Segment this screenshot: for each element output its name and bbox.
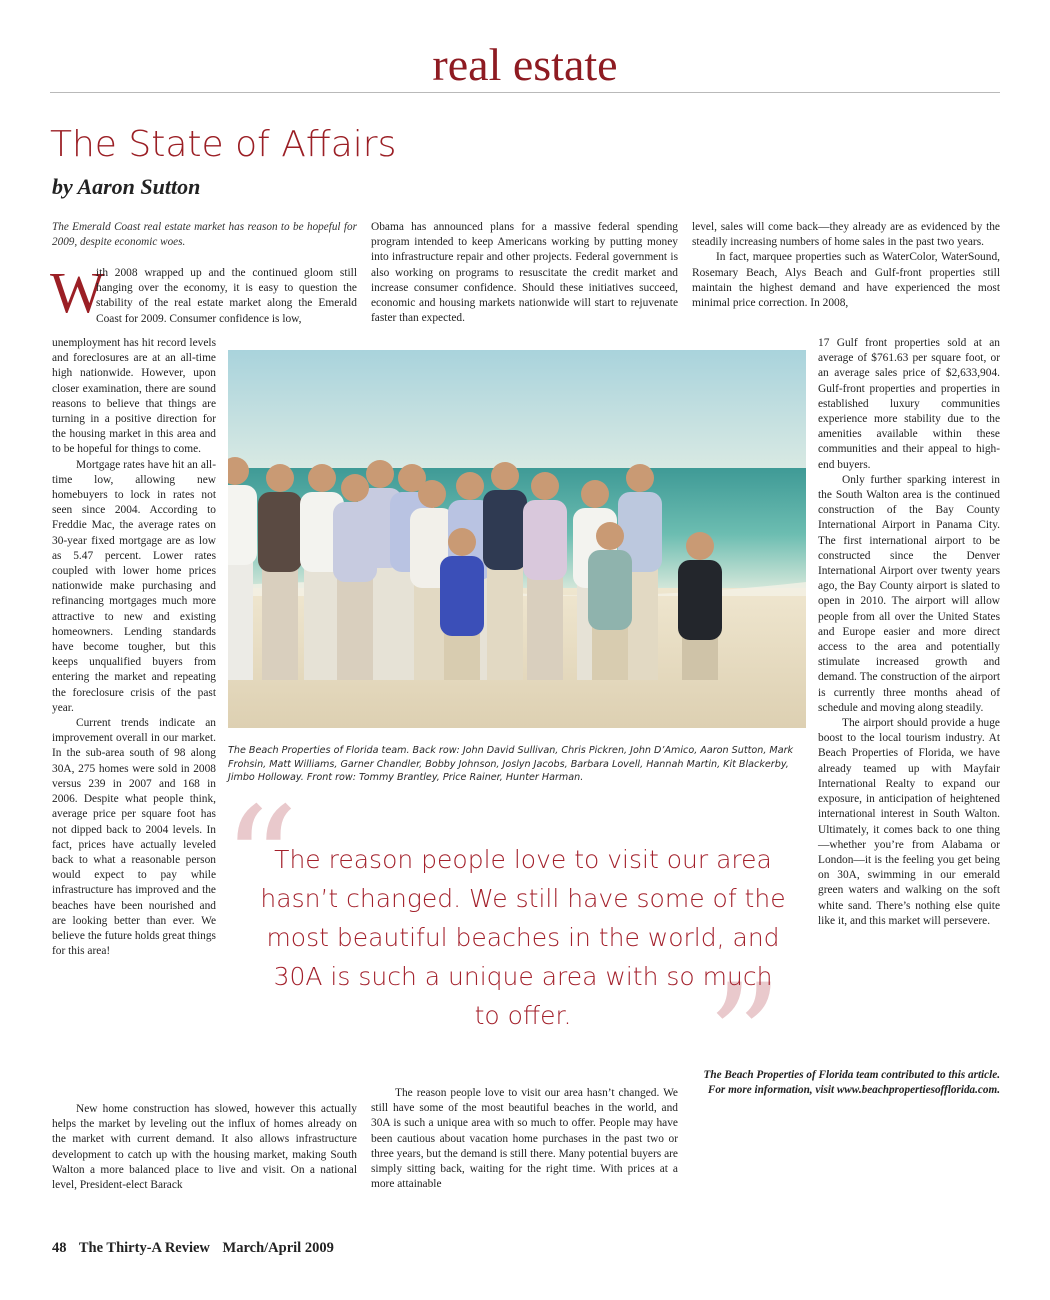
person-legs [527,575,563,680]
byline: by Aaron Sutton [52,174,201,199]
page-number: 48 [52,1240,67,1256]
drop-cap: W [50,260,105,325]
person-head [686,532,714,560]
paragraph: unemployment has hit record levels and foreclosures are at an all-time high nationwide. However, upon closer examination, there are sound reasons to believe that things are turning in a positive direction for the housing market in this area and to be hopeful for things to come. [52,337,216,456]
photo-caption: The Beach Properties of Florida team. Back row: John David Sullivan, Chris Pickren, John D’Amico, Aaron Sutton, Mark Frohsin, Matt Williams, Garner Chandler, Bobby Johnson, Joslyn Jacobs, Barbara Lovell, Hannah Martin, Kit Blackerby, Jimbo Holloway. Front row: Tommy Brantley, Price Rainer, Hunter Harman. [228,745,794,783]
paragraph: Current trends indicate an improvement overall in our market. In the sub-area south of 98 along 30A, 275 homes were sold in 2008 versus 239 in 2007 and 168 in 2006. Despite what people think, average price per square foot has not dipped back to 2004 levels. In fact, prices have actually leveled back to what a reasonable person would expect to pay while infrastructure has improved and the beaches have been nourished and are looking better than ever. We believe the future holds great things for this area! [52,717,216,958]
person-torso [258,492,302,572]
paragraph: New home construction has slowed, however this actually helps the market by leveling out the influx of homes already on the market with current demand. It also allows infrastructure development to catch up with the housing market, making South Walton a more balanced place to live and visit. On a national level, President-elect Barack [52,1103,357,1192]
person-torso [678,560,722,640]
person-torso [440,556,484,636]
person-legs [682,635,718,680]
person-torso [523,500,567,580]
team-photo [228,350,806,728]
person-head [308,464,336,492]
person-head [596,522,624,550]
person-legs [304,567,340,680]
article-credit: The Beach Properties of Florida team contributed to this article. For more information, visit www.beachpropertiesofflorida.com. [703,1069,1000,1096]
col2-bottom [371,1086,678,1192]
paragraph: level, sales will come back—they already are as evidenced by the steadily increasing numbers of home sales in the past two years. [692,221,1000,249]
paragraph: The airport should provide a huge boost to the local tourism industry. At Beach Properties of Florida, we have already teamed up with Mayfair International Realty to expand our exposure, in anticipation of heightened international interest in South Walton. Ultimately, it comes back to one thing—whether you’re from Alabama or London—it is the feeling you get being on 30A, swimming in our emerald green waters and walking on the soft white sand. There’s nothing else quite like it, and this market will persevere. [818,717,1000,927]
person-head [448,528,476,556]
person-legs [228,560,253,680]
col1-opening [96,266,357,327]
header-rule [50,92,1000,93]
person-torso [483,490,527,570]
person-legs [444,631,480,680]
person-head [456,472,484,500]
person-legs [262,567,298,680]
person-torso [228,485,257,565]
publication-name: The Thirty-A Review [78,1240,210,1256]
person-head [531,472,559,500]
person-head [266,464,294,492]
paragraph: ith 2008 wrapped up and the continued gloom still hanging over the economy, it is easy to question the stability of the real estate market along the Emerald Coast for 2009. Consumer confidence is low, [96,267,357,325]
col1-narrow [52,336,216,959]
paragraph: Mortgage rates have hit an all-time low, allowing new homebuyers to lock in rates not seen since 2004. According to Freddie Mac, the average rates on 30-year fixed mortgage are as low as 5.47 percent. Lower rates coupled with lower home prices nationwide make purchasing and refinancing mortgages much more attractive to new and existing homeowners. Lending standards have become tougher, but this keeps unqualified buyers from entering the market and repeating the foreclosure crisis of the past year. [52,458,216,714]
open-quote-mark: “ [222,776,299,950]
person-legs [337,577,373,680]
person-head [491,462,519,490]
person-torso [333,502,377,582]
col3-top [692,220,1000,311]
person-head [366,460,394,488]
paragraph: In fact, marquee properties such as WaterColor, WaterSound, Rosemary Beach, Alys Beach and Gulf-front properties still maintain the highest demand and have experienced the most minimal price correction. In 2008, [692,251,1000,310]
col1-bottom [52,1102,357,1193]
beach-photo-illustration [228,350,806,728]
person-head [341,474,369,502]
person-legs [487,565,523,680]
person-head [418,480,446,508]
article-deck: The Emerald Coast real estate market has reason to be hopeful for 2009, despite economic woes. [52,221,357,248]
page-footer [52,1240,343,1257]
person-head [581,480,609,508]
col3-narrow [818,336,1000,929]
section-title: real estate [432,39,618,90]
col2-top [371,220,678,326]
close-quote-mark: ” [706,953,783,1127]
paragraph: Only further sparking interest in the South Walton area is the continued construction of the Bay County International Airport in Panama City. The first international airport to be constructed since the Denver International Airport over twenty years ago, the Bay County airport is slated to open in 2010. The airport will allow people from all over the United States and Europe easier and more direct access to the area and potentially stimulate increased growth and demand. The construction of the airport is currently three months ahead of schedule and moving along steadily. [818,473,1000,714]
issue-date: March/April 2009 [222,1240,334,1256]
person-head [626,464,654,492]
paragraph: Obama has announced plans for a massive federal spending program intended to keep Americans working by putting money into infrastructure repair and other projects. Federal government is also working on programs to resuscitate the credit market and increase consumer confidence. Should these initiatives succeed, economic and housing markets nationwide will start to rejuvenate faster than expected. [371,221,678,325]
paragraph: The reason people love to visit our area hasn’t changed. We still have some of the most beautiful beaches in the world, and 30A is such a unique area with so much to offer. People may have been cautious about vacation home purchases in the past two or three years, but the demand is still there. Many potential buyers are simply sitting back, waiting for the right time. With prices at a more attainable [371,1087,678,1191]
person-legs [592,625,628,680]
pull-quote: The reason people love to visit our area hasn’t changed. We still have some of the most beautiful beaches in the world, and 30A is such a unique area with so much to offer. [260,845,786,1030]
article-headline: The State of Affairs [50,124,397,165]
paragraph: 17 Gulf front properties sold at an average of $761.63 per square foot, or an average sales price of $2,633,904. Gulf-front properties and properties in established luxury communities experience more stability due to the amenities available within these communities and their appeal to high-end buyers. [818,337,1000,471]
person-torso [588,550,632,630]
